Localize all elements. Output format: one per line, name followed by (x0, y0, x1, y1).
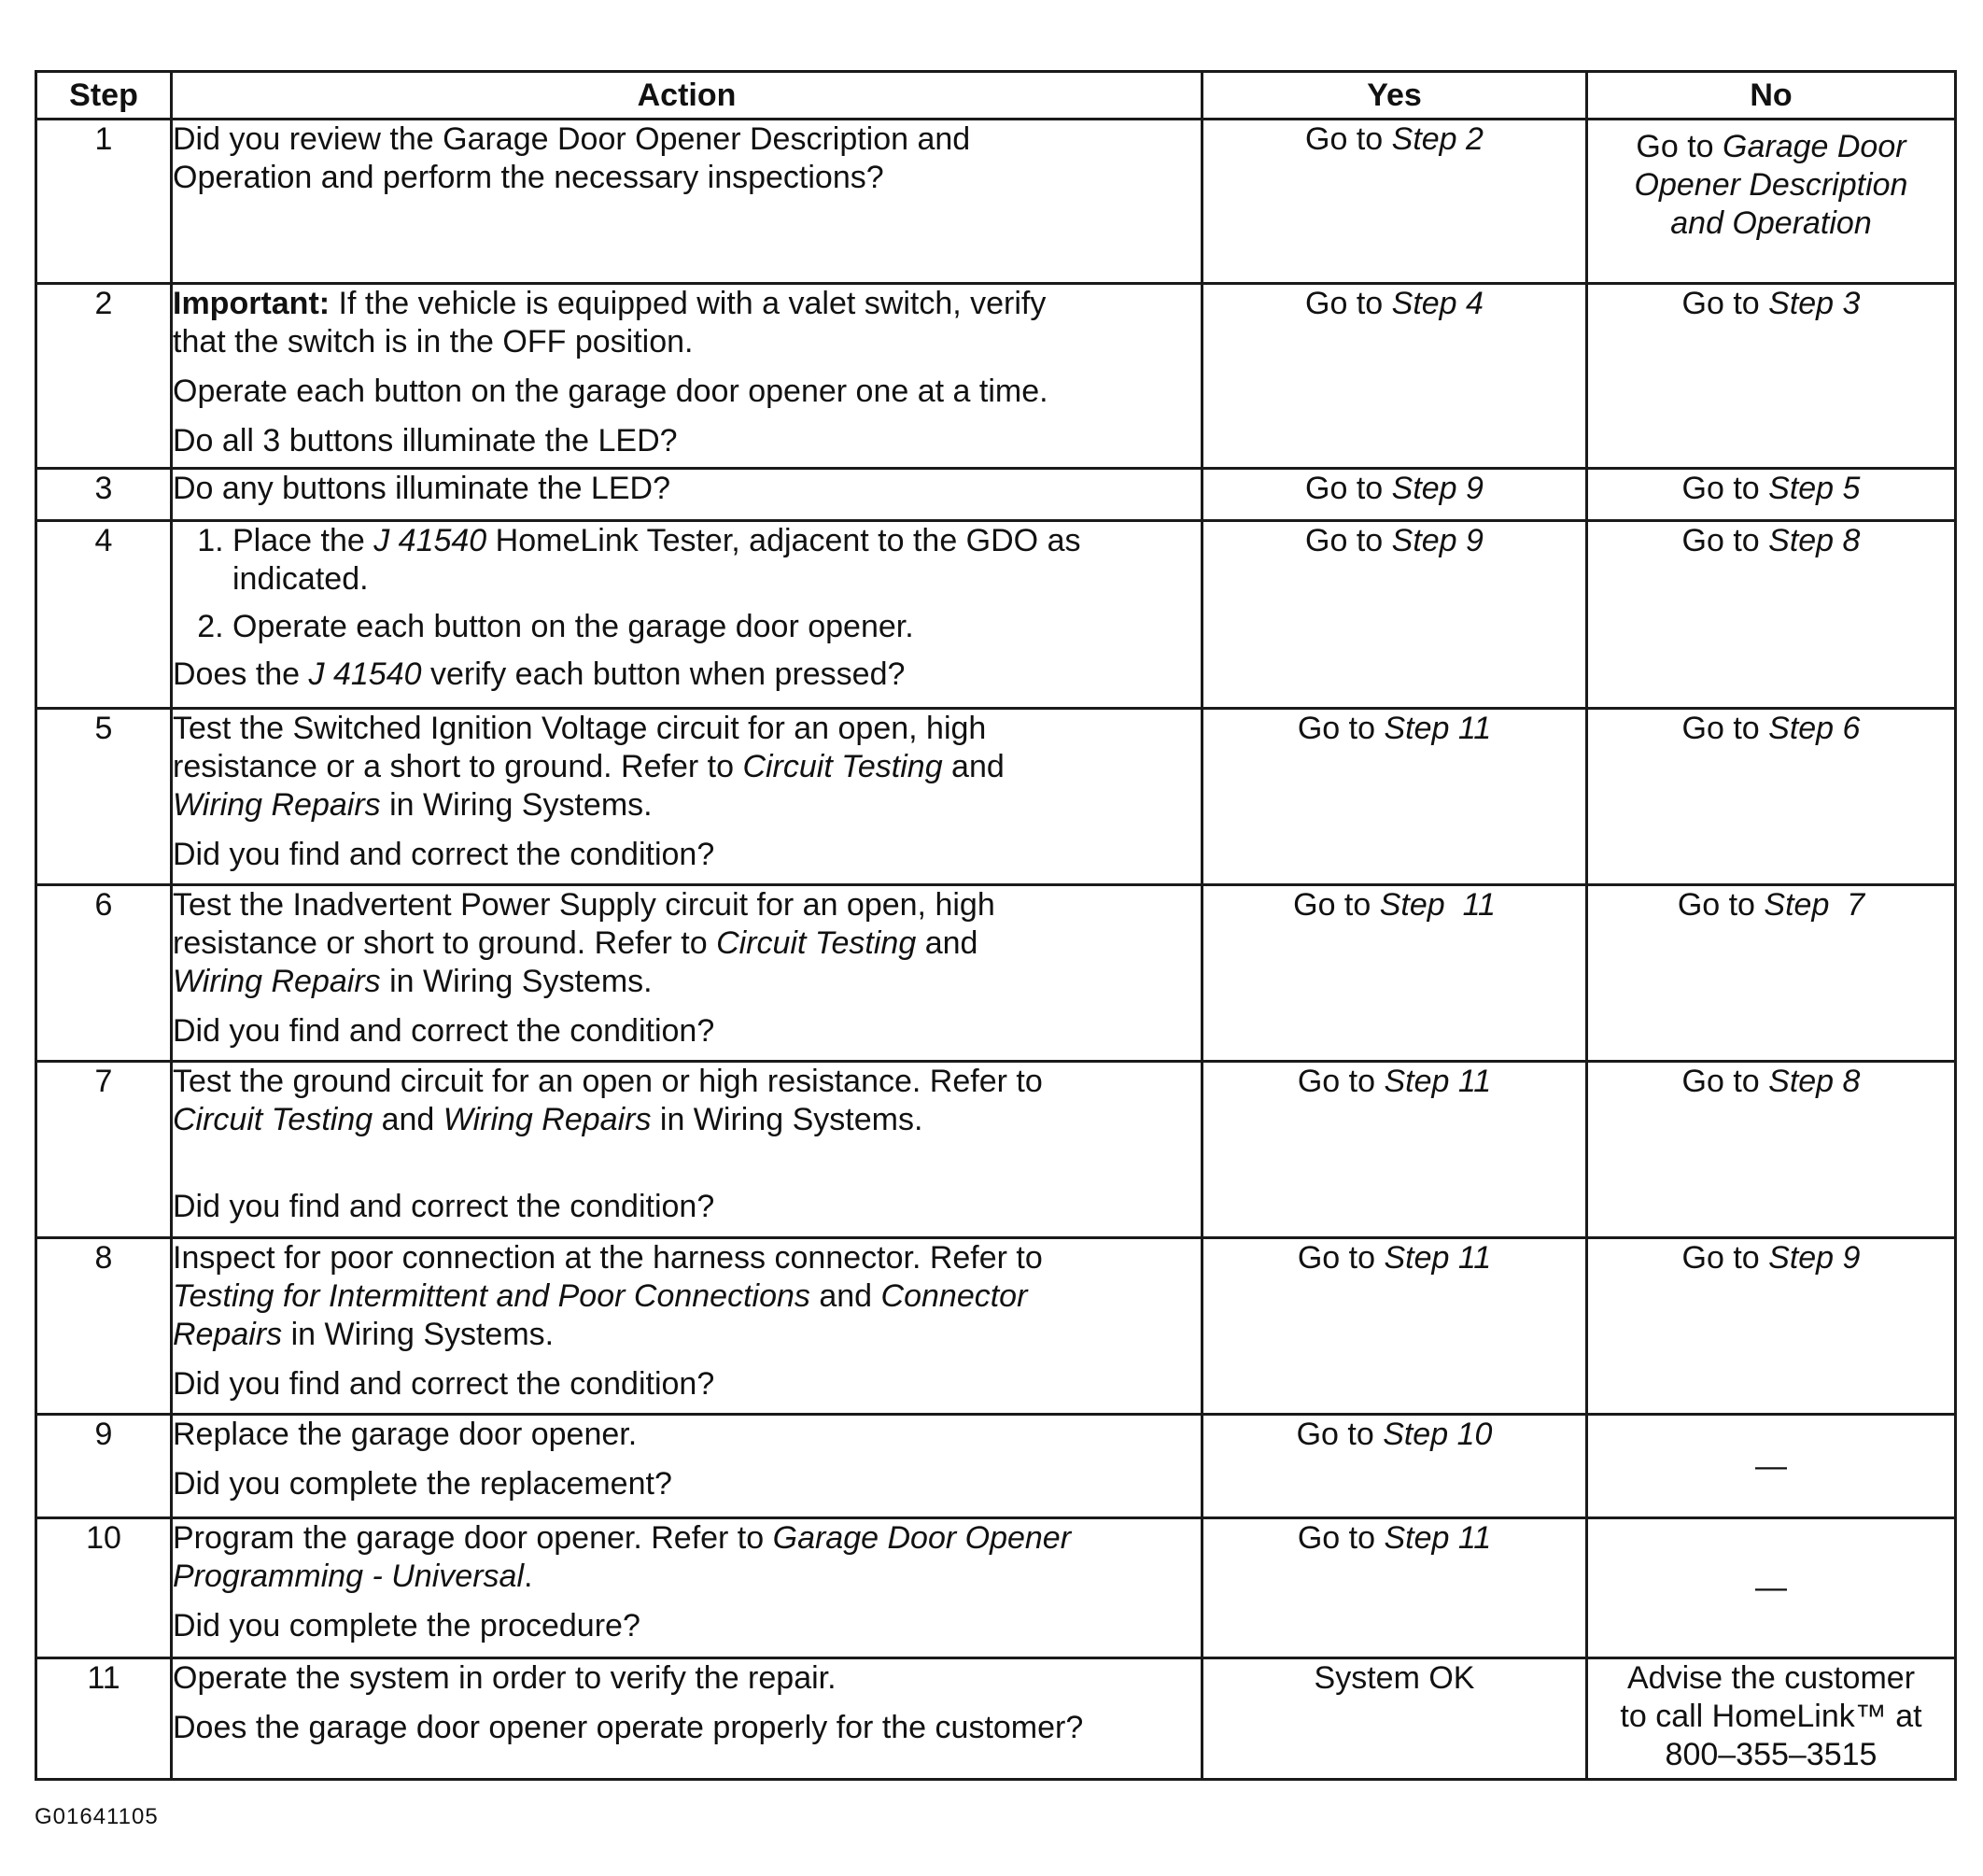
yes-prefix: Go to (1297, 1064, 1385, 1099)
action-cell: Test the Inadvertent Power Supply circuit for an open, high resistance or short to ground. Refer to Circuit Testing and Wiring Repairs in Wiring Systems. Did you find and correct the condition? (172, 885, 1202, 1062)
header-row (36, 72, 1956, 120)
action-question: Do all 3 buttons illuminate the LED? (173, 423, 678, 458)
no-prefix: Go to (1636, 129, 1723, 164)
figure-id: G01641105 (35, 1804, 159, 1829)
no-cell (1587, 284, 1956, 469)
no-reference-link[interactable]: and Operation (1670, 205, 1872, 241)
table-row (36, 1658, 1956, 1780)
yes-prefix: Go to (1305, 523, 1392, 558)
no-cell (1587, 1062, 1956, 1238)
action-text: Test the Inadvertent Power Supply circuit for an open, high (173, 887, 995, 923)
header-action: Action (172, 72, 1202, 120)
important-label: Important: (173, 286, 330, 321)
no-cell (1587, 469, 1956, 521)
no-prefix: Go to (1681, 1240, 1769, 1276)
reference-link[interactable]: Repairs (173, 1317, 283, 1352)
header-step: Step (36, 72, 172, 120)
phone-number: 800–355–3515 (1665, 1737, 1878, 1772)
table-row (36, 1518, 1956, 1658)
yes-cell (1202, 709, 1587, 885)
action-question: Did you find and correct the condition? (173, 1366, 715, 1402)
no-cell (1587, 1518, 1956, 1658)
yes-step-link[interactable]: Step 10 (1383, 1417, 1493, 1452)
action-text: Did you review the Garage Door Opener Description and (173, 121, 971, 157)
no-dash: — (1755, 1570, 1787, 1605)
action-text: Operate each button on the garage door opener one at a time. (173, 374, 1048, 409)
yes-prefix: Go to (1293, 887, 1380, 923)
action-cell (172, 1658, 1202, 1780)
action-question: Did you complete the replacement? (173, 1466, 672, 1502)
action-text: Replace the garage door opener. (173, 1417, 638, 1452)
no-prefix: Go to (1681, 523, 1769, 558)
yes-cell (1202, 521, 1587, 709)
table-row (36, 1062, 1956, 1238)
header-no: No (1587, 72, 1956, 120)
reference-link[interactable]: Circuit Testing (742, 749, 943, 784)
step-number: 8 (36, 1238, 172, 1415)
reference-link[interactable]: Connector (880, 1278, 1028, 1314)
yes-cell (1202, 885, 1587, 1062)
yes-step-link[interactable]: Step 9 (1391, 523, 1484, 558)
no-text: to call HomeLink™ at (1620, 1699, 1922, 1734)
no-step-link[interactable]: Step 6 (1768, 711, 1861, 746)
step-number: 7 (36, 1062, 172, 1238)
action-cell (172, 284, 1202, 469)
no-prefix: Go to (1681, 471, 1769, 506)
action-question: Do any buttons illuminate the LED? (173, 471, 670, 506)
reference-link[interactable]: Wiring Repairs (173, 964, 381, 999)
yes-step-link[interactable]: Step 11 (1384, 711, 1492, 746)
reference-link[interactable]: Garage Door Opener (772, 1520, 1072, 1556)
yes-step-link[interactable]: Step 9 (1391, 471, 1484, 506)
table-row (36, 709, 1956, 885)
procedure-list (173, 522, 1201, 646)
step-number: 10 (36, 1518, 172, 1658)
step-number: 4 (36, 521, 172, 709)
reference-link[interactable]: Testing for Intermittent and Poor Connections (173, 1278, 810, 1314)
reference-link[interactable]: Wiring Repairs (173, 787, 381, 823)
no-cell (1587, 1658, 1956, 1780)
table-row (36, 120, 1956, 284)
yes-step-link[interactable]: Step 11 (1379, 887, 1496, 923)
no-prefix: Go to (1681, 711, 1769, 746)
table-row (36, 521, 1956, 709)
no-step-link[interactable]: Step 9 (1768, 1240, 1861, 1276)
step-number: 3 (36, 469, 172, 521)
yes-cell (1202, 1415, 1587, 1518)
diagnostic-document (35, 70, 1954, 1781)
yes-cell (1202, 1518, 1587, 1658)
yes-prefix: Go to (1297, 1240, 1385, 1276)
tool-number: J 41540 (373, 523, 487, 558)
yes-cell (1202, 1238, 1587, 1415)
no-step-link[interactable]: Step 8 (1768, 1064, 1861, 1099)
step-number: 2 (36, 284, 172, 469)
action-question: Does the (173, 656, 309, 692)
action-cell: 1. Place the J 41540 HomeLink Tester, adjacent to the GDO as indicated. 2. Operate each button on the garage door opener. Does the J 41540 verify each button when pressed? (172, 521, 1202, 709)
no-prefix: Go to (1681, 1064, 1769, 1099)
no-reference-link[interactable]: Garage Door (1723, 129, 1906, 164)
action-text: Operation and perform the necessary inspections? (173, 160, 884, 195)
yes-step-link[interactable]: Step 4 (1391, 286, 1484, 321)
step-number: 6 (36, 885, 172, 1062)
no-step-link[interactable]: Step 5 (1768, 471, 1861, 506)
action-cell (172, 120, 1202, 284)
reference-link[interactable]: Programming - Universal (173, 1559, 524, 1594)
system-ok-text: System OK (1314, 1660, 1475, 1696)
yes-cell (1202, 1658, 1587, 1780)
header-yes: Yes (1202, 72, 1587, 120)
action-question: Did you complete the procedure? (173, 1608, 640, 1643)
action-question: Did you find and correct the condition? (173, 837, 715, 872)
no-cell (1587, 521, 1956, 709)
yes-prefix: Go to (1297, 711, 1385, 746)
action-text: Inspect for poor connection at the harness connector. Refer to (173, 1240, 1043, 1276)
yes-prefix: Go to (1305, 121, 1392, 157)
step-number: 5 (36, 709, 172, 885)
no-cell (1587, 709, 1956, 885)
action-text: If the vehicle is equipped with a valet switch, verify (330, 286, 1047, 321)
action-text: that the switch is in the OFF position. (173, 324, 694, 360)
yes-step-link[interactable]: Step 11 (1384, 1240, 1492, 1276)
no-cell (1587, 1415, 1956, 1518)
action-text: Test the ground circuit for an open or high resistance. Refer to (173, 1064, 1043, 1099)
reference-link[interactable]: Wiring Repairs (443, 1102, 652, 1137)
action-cell: Test the Switched Ignition Voltage circuit for an open, high resistance or a short to ground. Refer to Circuit Testing and Wiring Repairs in Wiring Systems. Did you find and correct the condition? (172, 709, 1202, 885)
action-cell (172, 1415, 1202, 1518)
step-number: 9 (36, 1415, 172, 1518)
no-cell (1587, 1238, 1956, 1415)
yes-cell (1202, 120, 1587, 284)
table-row (36, 1415, 1956, 1518)
yes-cell (1202, 1062, 1587, 1238)
action-cell (172, 469, 1202, 521)
table-row (36, 1238, 1956, 1415)
yes-cell (1202, 469, 1587, 521)
diagnostic-table (35, 70, 1957, 1781)
table-row (36, 469, 1956, 521)
yes-step-link[interactable]: Step 11 (1384, 1064, 1492, 1099)
no-dash: — (1755, 1447, 1787, 1484)
yes-prefix: Go to (1305, 286, 1392, 321)
action-text: Test the Switched Ignition Voltage circuit for an open, high (173, 711, 987, 746)
table-row (36, 284, 1956, 469)
table-row (36, 885, 1956, 1062)
no-cell (1587, 120, 1956, 284)
no-reference-link[interactable]: Opener Description (1634, 167, 1908, 203)
action-question: Did you find and correct the condition? (173, 1013, 715, 1049)
yes-prefix: Go to (1296, 1417, 1384, 1452)
yes-cell (1202, 284, 1587, 469)
yes-step-link[interactable]: Step 11 (1384, 1520, 1492, 1556)
action-cell: Program the garage door opener. Refer to Garage Door Opener Programming - Universal. Did you complete the procedure? (172, 1518, 1202, 1658)
no-prefix: Go to (1677, 887, 1765, 923)
list-item: 2. Operate each button on the garage door opener. (232, 608, 1201, 646)
action-cell: Test the ground circuit for an open or high resistance. Refer to Circuit Testing and Wiring Repairs in Wiring Systems. Did you find and correct the condition? (172, 1062, 1202, 1238)
no-step-link[interactable]: Step 3 (1768, 286, 1861, 321)
yes-prefix: Go to (1297, 1520, 1385, 1556)
list-item: 1. Place the J 41540 HomeLink Tester, adjacent to the GDO as indicated. (232, 522, 1201, 599)
yes-prefix: Go to (1305, 471, 1392, 506)
no-prefix: Go to (1681, 286, 1769, 321)
action-question: Does the garage door opener operate properly for the customer? (173, 1710, 1084, 1745)
reference-link[interactable]: Circuit Testing (716, 925, 917, 961)
reference-link[interactable]: Circuit Testing (173, 1102, 373, 1137)
action-cell: Inspect for poor connection at the harness connector. Refer to Testing for Intermittent and Poor Connections and Connector Repairs in Wiring Systems. Did you find and correct the condition? (172, 1238, 1202, 1415)
yes-step-link[interactable]: Step 2 (1391, 121, 1484, 157)
action-text: Operate the system in order to verify the repair. (173, 1660, 837, 1696)
no-text: Advise the customer (1626, 1660, 1916, 1696)
no-step-link[interactable]: Step 8 (1768, 523, 1861, 558)
step-number: 1 (36, 120, 172, 284)
no-step-link[interactable]: Step 7 (1764, 887, 1865, 923)
step-number: 11 (36, 1658, 172, 1780)
action-question: Did you find and correct the condition? (173, 1189, 715, 1224)
tool-number: J 41540 (308, 656, 422, 692)
no-cell (1587, 885, 1956, 1062)
